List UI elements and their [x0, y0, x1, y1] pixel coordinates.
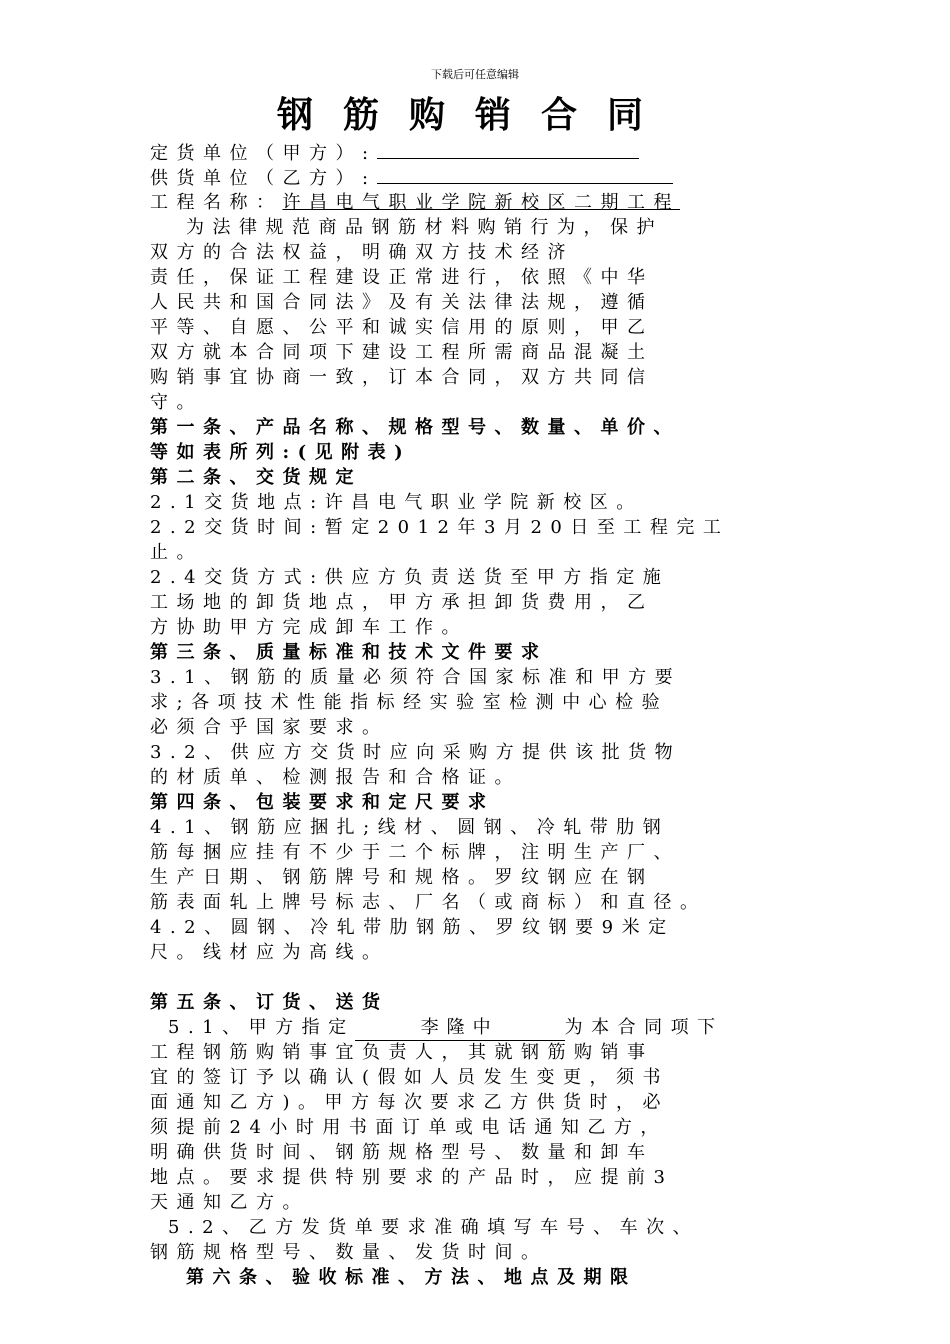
article-5-line: 天通知乙方。 [150, 1192, 309, 1213]
article-2-line: 工场地的卸货地点，甲方承担卸货费用，乙 [150, 592, 654, 613]
intro-line: 双方的合法权益，明确双方技术经济 [150, 242, 574, 263]
contract-body [150, 140, 810, 1290]
article-5-prefix: 5.1、甲方指定 [168, 1017, 355, 1038]
article-2-line: 2.2交货时间:暂定2012年3月20日至工程完工 [150, 517, 730, 538]
article-5-line: 明确供货时间、钢筋规格型号、数量和卸车 [150, 1142, 654, 1163]
project-line [150, 190, 810, 215]
article-5-first-line [150, 1015, 810, 1040]
intro-line: 为法律规范商品钢筋材料购销行为，保护 [186, 217, 663, 238]
party-b-label: 供货单位（乙方）: [150, 168, 377, 189]
blank-spacer [150, 965, 810, 990]
intro-line: 双方就本合同项下建设工程所需商品混凝土 [150, 342, 654, 363]
contract-title: 钢筋购销合同 [276, 94, 673, 136]
article-5-suffix: 为本合同项下 [564, 1017, 724, 1038]
article-4-line: 4.1、钢筋应捆扎;线材、圆钢、冷轧带肋钢 [150, 817, 670, 838]
article-1-title-cont: 等如表所列:(见附表) [150, 442, 412, 463]
intro-line: 购销事宜协商一致，订本合同，双方共同信 [150, 367, 654, 388]
article-5-line: 地点。要求提供特别要求的产品时，应提前3 [150, 1167, 674, 1188]
party-a-label: 定货单位（甲方）: [150, 143, 377, 164]
party-b-blank [377, 165, 673, 184]
article-4-line: 4.2、圆钢、冷轧带肋钢筋、罗纹钢要9米定 [150, 917, 675, 938]
article-5-2-line: 5.2、乙方发货单要求准确填写车号、车次、 [168, 1217, 700, 1238]
party-a-line [150, 140, 810, 165]
party-b-line [150, 165, 810, 190]
article-3-line: 必须合乎国家要求。 [150, 717, 389, 738]
article-4-line: 筋每捆应挂有不少于二个标牌，注明生产厂、 [150, 842, 680, 863]
article-5-2-line: 钢筋规格型号、数量、发货时间。 [150, 1242, 548, 1263]
intro-line: 责任，保证工程建设正常进行，依照《中华 [150, 267, 654, 288]
header-note: 下载后可任意编辑 [431, 68, 519, 81]
article-5-line: 宜的签订予以确认(假如人员发生变更，须书 [150, 1067, 670, 1088]
intro-line: 守。 [150, 392, 203, 413]
article-2-line: 2.1交货地点:许昌电气职业学院新校区。 [150, 492, 643, 513]
article-5-line: 须提前24小时用书面订单或电话通知乙方， [150, 1117, 667, 1138]
article-3-line: 求;各项技术性能指标经实验室检测中心检验 [150, 692, 669, 713]
article-4-line: 筋表面轧上牌号标志、厂名（或商标）和直径。 [150, 892, 707, 913]
article-4-title: 第四条、包装要求和定尺要求 [150, 792, 495, 813]
article-5-line: 工程钢筋购销事宜负责人，其就钢筋购销事 [150, 1042, 654, 1063]
article-4-line: 尺。线材应为高线。 [150, 942, 389, 963]
article-1-title: 第一条、产品名称、规格型号、数量、单价、 [150, 417, 680, 438]
article-3-line: 的材质单、检测报告和合格证。 [150, 767, 521, 788]
article-3-line: 3.1、钢筋的质量必须符合国家标准和甲方要 [150, 667, 682, 688]
article-3-line: 3.2、供应方交货时应向采购方提供该批货物 [150, 742, 682, 763]
project-name: 许昌电气职业学院新校区二期工程 [282, 192, 680, 213]
article-5-title: 第五条、订货、送货 [150, 992, 389, 1013]
article-2-title: 第二条、交货规定 [150, 467, 362, 488]
article-2-line: 2.4交货方式:供应方负责送货至甲方指定施 [150, 567, 670, 588]
article-2-line: 止。 [150, 542, 203, 563]
project-label: 工程名称： [150, 192, 283, 213]
article-5-line: 面通知乙方)。甲方每次要求乙方供货时，必 [150, 1092, 670, 1113]
article-4-line: 生产日期、钢筋牌号和规格。罗纹钢应在钢 [150, 867, 654, 888]
party-a-blank [377, 140, 639, 159]
article-6-title: 第六条、验收标准、方法、地点及期限 [186, 1267, 637, 1288]
intro-line: 人民共和国合同法》及有关法律法规，遵循 [150, 292, 654, 313]
intro-line: 平等、自愿、公平和诚实信用的原则，甲乙 [150, 317, 654, 338]
article-3-title: 第三条、质量标准和技术文件要求 [150, 642, 548, 663]
responsible-person: 李隆中 [355, 1015, 565, 1041]
article-2-line: 方协助甲方完成卸车工作。 [150, 617, 468, 638]
